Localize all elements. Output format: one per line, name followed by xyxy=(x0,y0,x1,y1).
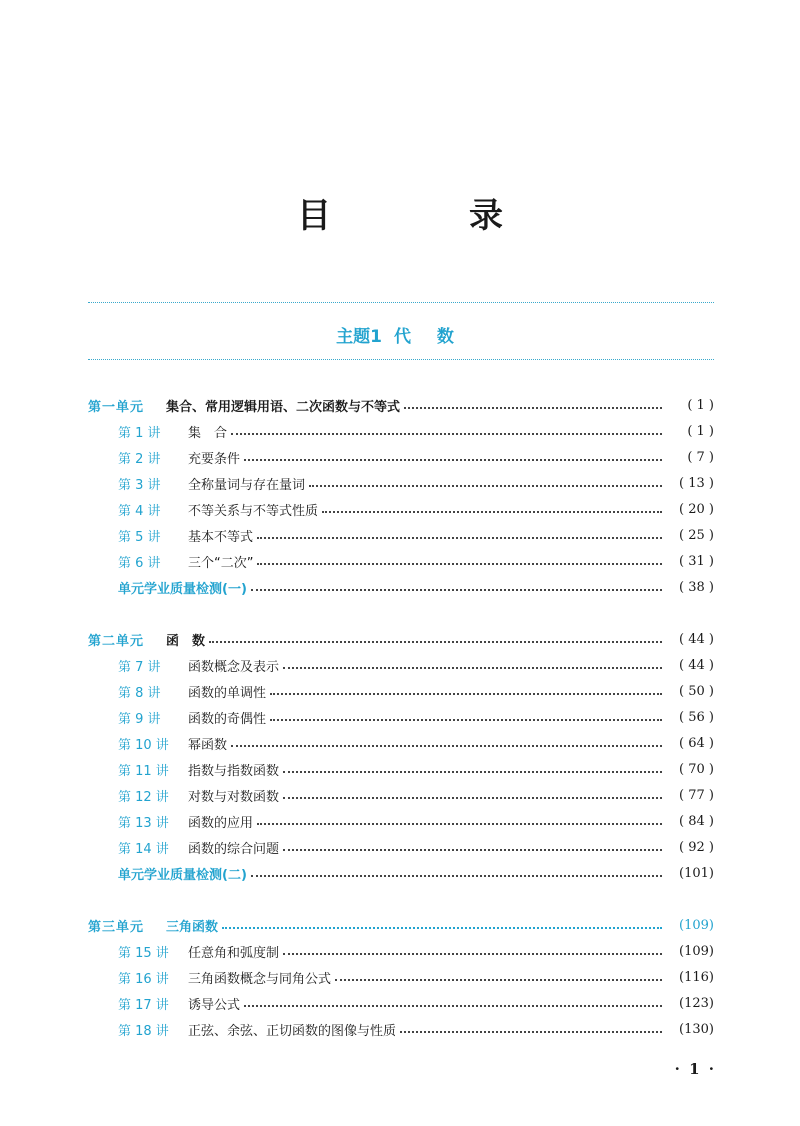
entry-number: 第 12 讲 xyxy=(118,789,169,805)
dot-leader xyxy=(322,511,662,513)
lecture-row[interactable] xyxy=(88,704,714,730)
entry-title: 函数的综合问题 xyxy=(188,841,280,857)
quality-check-row[interactable] xyxy=(88,574,714,600)
entry-title: 函数的奇偶性 xyxy=(188,711,267,727)
unit-row[interactable] xyxy=(88,626,714,652)
lecture-row[interactable] xyxy=(88,1016,714,1042)
entry-title: 函 数 xyxy=(166,633,206,649)
lecture-row[interactable] xyxy=(88,990,714,1016)
entry-page: ( 77 ) xyxy=(679,787,714,803)
dot-leader xyxy=(283,797,662,799)
entry-page: ( 25 ) xyxy=(679,527,714,543)
entry-title: 对数与对数函数 xyxy=(188,789,280,805)
dot-leader xyxy=(404,407,662,409)
dot-leader xyxy=(244,1005,662,1007)
entry-page: ( 56 ) xyxy=(679,709,714,725)
entry-page: (130) xyxy=(679,1021,714,1037)
entry-number: 第 4 讲 xyxy=(118,503,161,519)
entry-title: 诱导公式 xyxy=(188,997,241,1013)
entry-number: 第 1 讲 xyxy=(118,425,161,441)
entry-title: 幂函数 xyxy=(188,737,228,753)
entry-number: 第 10 讲 xyxy=(118,737,169,753)
dot-leader xyxy=(283,953,662,955)
entry-page: ( 20 ) xyxy=(679,501,714,517)
entry-number: 第一单元 xyxy=(88,399,145,415)
lecture-row[interactable] xyxy=(88,418,714,444)
lecture-row[interactable] xyxy=(88,756,714,782)
entry-page: (101) xyxy=(679,865,714,881)
entry-title: 单元学业质量检测(一) xyxy=(118,581,247,597)
lecture-row[interactable] xyxy=(88,444,714,470)
lecture-row[interactable] xyxy=(88,834,714,860)
entry-number: 第 15 讲 xyxy=(118,945,169,961)
entry-title: 三个“二次” xyxy=(188,555,254,571)
topic-heading xyxy=(0,322,800,347)
dot-leader xyxy=(231,433,662,435)
entry-page: ( 44 ) xyxy=(679,631,714,647)
page-number: · 1 · xyxy=(674,1060,716,1078)
entry-number: 第 8 讲 xyxy=(118,685,161,701)
entry-title: 集合、常用逻辑用语、二次函数与不等式 xyxy=(166,399,401,415)
dot-leader xyxy=(257,537,662,539)
entry-title: 不等关系与不等式性质 xyxy=(188,503,319,519)
dot-leader xyxy=(257,563,662,565)
entry-number: 第 17 讲 xyxy=(118,997,169,1013)
entry-number: 第 7 讲 xyxy=(118,659,161,675)
entry-title: 正弦、余弦、正切函数的图像与性质 xyxy=(188,1023,397,1039)
entry-number: 第 14 讲 xyxy=(118,841,169,857)
dot-leader xyxy=(309,485,662,487)
unit-row[interactable] xyxy=(88,912,714,938)
dot-leader xyxy=(270,693,662,695)
dot-leader xyxy=(231,745,662,747)
unit-row[interactable] xyxy=(88,392,714,418)
entry-number: 第 13 讲 xyxy=(118,815,169,831)
entry-page: ( 31 ) xyxy=(679,553,714,569)
entry-title: 全称量词与存在量词 xyxy=(188,477,306,493)
entry-title: 函数概念及表示 xyxy=(188,659,280,675)
dot-leader xyxy=(270,719,662,721)
entry-page: ( 7 ) xyxy=(687,449,714,465)
lecture-row[interactable] xyxy=(88,522,714,548)
top-divider xyxy=(88,302,714,303)
entry-page: ( 1 ) xyxy=(687,423,714,439)
lecture-row[interactable] xyxy=(88,782,714,808)
dot-leader xyxy=(244,459,662,461)
entry-title: 充要条件 xyxy=(188,451,241,467)
dot-leader xyxy=(251,875,662,877)
entry-number: 第 6 讲 xyxy=(118,555,161,571)
entry-page: (109) xyxy=(679,917,714,933)
topic-label: 主题1 xyxy=(336,327,382,347)
entry-page: (123) xyxy=(679,995,714,1011)
entry-page: ( 84 ) xyxy=(679,813,714,829)
entry-number: 第 3 讲 xyxy=(118,477,161,493)
lecture-row[interactable] xyxy=(88,964,714,990)
lecture-row[interactable] xyxy=(88,730,714,756)
table-of-contents xyxy=(88,392,714,1042)
dot-leader xyxy=(257,823,662,825)
lecture-row[interactable] xyxy=(88,470,714,496)
entry-page: ( 50 ) xyxy=(679,683,714,699)
dot-leader xyxy=(251,589,662,591)
entry-number: 第 2 讲 xyxy=(118,451,161,467)
lecture-row[interactable] xyxy=(88,652,714,678)
quality-check-row[interactable] xyxy=(88,860,714,886)
dot-leader xyxy=(283,667,662,669)
entry-title: 任意角和弧度制 xyxy=(188,945,280,961)
entry-title: 集 合 xyxy=(188,425,228,441)
lecture-row[interactable] xyxy=(88,938,714,964)
dot-leader xyxy=(400,1031,662,1033)
entry-page: (109) xyxy=(679,943,714,959)
entry-number: 第 11 讲 xyxy=(118,763,169,779)
entry-page: ( 44 ) xyxy=(679,657,714,673)
lecture-row[interactable] xyxy=(88,548,714,574)
entry-title: 函数的应用 xyxy=(188,815,254,831)
entry-title: 函数的单调性 xyxy=(188,685,267,701)
entry-title: 三角函数概念与同角公式 xyxy=(188,971,332,987)
entry-number: 第三单元 xyxy=(88,919,145,935)
entry-number: 第 18 讲 xyxy=(118,1023,169,1039)
entry-page: ( 13 ) xyxy=(679,475,714,491)
entry-title: 三角函数 xyxy=(166,919,219,935)
lecture-row[interactable] xyxy=(88,808,714,834)
entry-page: ( 38 ) xyxy=(679,579,714,595)
entry-title: 指数与指数函数 xyxy=(188,763,280,779)
entry-page: (116) xyxy=(679,969,714,985)
entry-page: ( 1 ) xyxy=(687,397,714,413)
bottom-divider xyxy=(88,359,714,360)
dot-leader xyxy=(335,979,662,981)
entry-title: 单元学业质量检测(二) xyxy=(118,867,247,883)
dot-leader xyxy=(283,849,662,851)
topic-name: 代 数 xyxy=(393,327,464,347)
dot-leader xyxy=(209,641,662,643)
entry-number: 第 5 讲 xyxy=(118,529,161,545)
entry-page: ( 92 ) xyxy=(679,839,714,855)
dot-leader xyxy=(283,771,662,773)
entry-page: ( 70 ) xyxy=(679,761,714,777)
entry-page: ( 64 ) xyxy=(679,735,714,751)
lecture-row[interactable] xyxy=(88,678,714,704)
page-title: 目 录 xyxy=(297,196,555,236)
entry-number: 第 16 讲 xyxy=(118,971,169,987)
lecture-row[interactable] xyxy=(88,496,714,522)
dot-leader xyxy=(222,927,662,929)
entry-title: 基本不等式 xyxy=(188,529,254,545)
entry-number: 第 9 讲 xyxy=(118,711,161,727)
entry-number: 第二单元 xyxy=(88,633,145,649)
